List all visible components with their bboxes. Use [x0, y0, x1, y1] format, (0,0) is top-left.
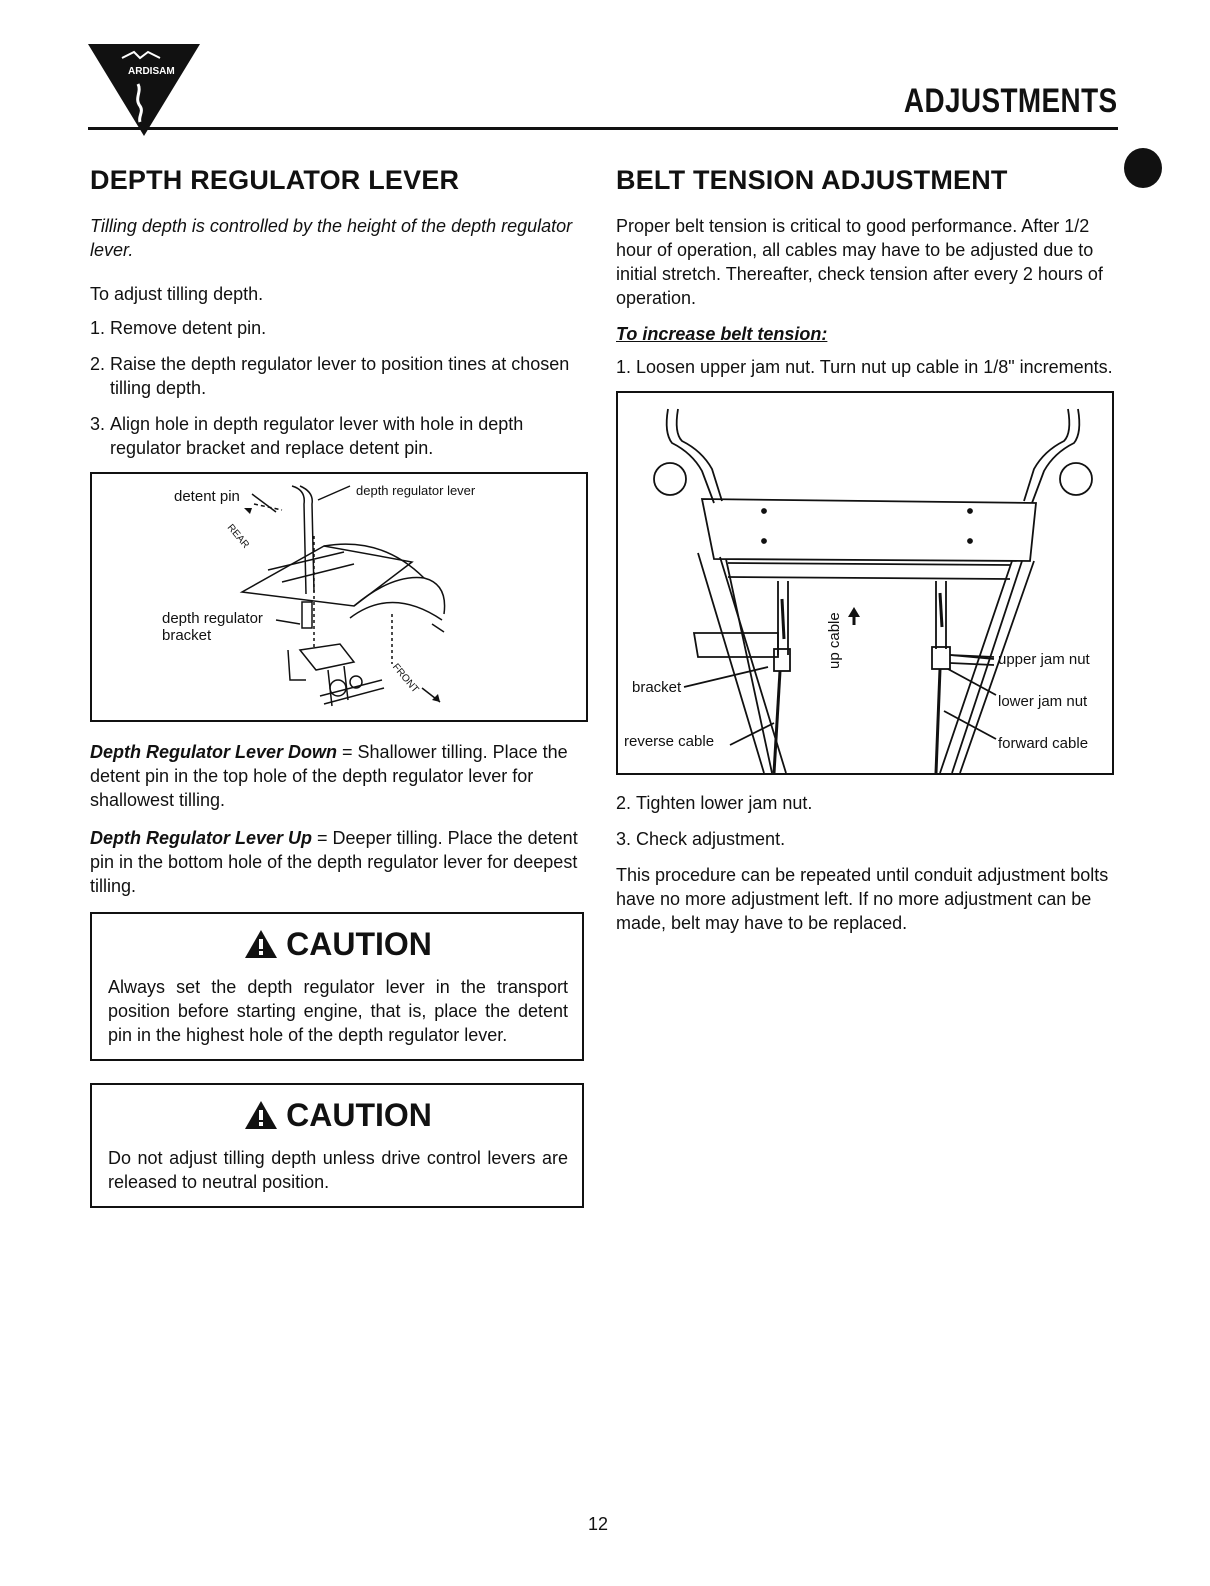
caution-box-neutral — [90, 1083, 584, 1208]
depth-step: 1. Remove detent pin. — [90, 318, 267, 338]
belt-step: 1. Loosen upper jam nut. Turn nut up cable in 1/8" increments. — [616, 357, 1113, 377]
page-title: ADJUSTMENTS — [904, 82, 1118, 120]
label-forward-cable: forward cable — [998, 735, 1089, 752]
label-upper-jam-nut: upper jam nut — [998, 651, 1090, 668]
page-number: 12 — [588, 1514, 609, 1534]
warning-icon — [244, 1100, 278, 1130]
belt-step-1 — [616, 355, 1121, 379]
belt-tension-figure — [616, 391, 1114, 775]
label-reverse-cable: reverse cable — [624, 733, 715, 750]
caution-text: Do not adjust tilling depth unless drive control levers are released to neutral position. — [108, 1148, 568, 1192]
left-column — [90, 165, 590, 1208]
depth-intro: Tilling depth is controlled by the height of the depth regulator lever. — [90, 216, 573, 260]
depth-lead: To adjust tilling depth. — [90, 284, 264, 304]
label-depth-regulator-lever: depth regulator lever — [356, 483, 476, 498]
belt-step: 2. Tighten lower jam nut. — [616, 793, 813, 813]
warning-icon — [244, 929, 278, 959]
caution-heading: CAUTION — [108, 1097, 568, 1134]
section-tab-marker — [1124, 148, 1162, 188]
label-depth-regulator-bracket: depth regulator bracket — [162, 610, 263, 644]
caution-text: Always set the depth regulator lever in the transport position before starting engine, that is, place the detent pin in the highest hole of the depth regulator lever. — [108, 977, 568, 1045]
logo-text: ARDISAM — [128, 66, 175, 77]
belt-step: 3. Check adjustment. — [616, 829, 786, 849]
ardisam-logo — [88, 44, 200, 136]
label-up-cable: up cable — [826, 612, 843, 669]
depth-step: 2. Raise the depth regulator lever to position tines at chosen tilling depth. — [90, 354, 570, 398]
depth-regulator-illustration — [92, 474, 586, 720]
caution-box-transport — [90, 912, 584, 1061]
depth-regulator-figure — [90, 472, 588, 722]
belt-steps — [616, 791, 1121, 851]
lever-down-paragraph: Depth Regulator Lever Down = Shallower tilling. Place the detent pin in the top hole of the depth regulator lever for shallowest tilling. — [90, 742, 568, 810]
belt-intro: Proper belt tension is critical to good performance. After 1/2 hour of operation, all cables may have to be adjusted due to initial stretch. Thereafter, check tension after every 2 hours of operation. — [616, 216, 1103, 308]
belt-tension-heading: BELT TENSION ADJUSTMENT — [616, 165, 1008, 195]
belt-outro: This procedure can be repeated until conduit adjustment bolts have no more adjustment left. If no more adjustment can be made, belt may have to be replaced. — [616, 865, 1109, 933]
label-bracket: bracket — [632, 679, 682, 696]
depth-steps — [90, 316, 590, 460]
header-rule — [88, 127, 1118, 130]
caution-heading: CAUTION — [108, 926, 568, 963]
belt-tension-illustration — [618, 393, 1112, 773]
lever-up-paragraph: Depth Regulator Lever Up = Deeper tilling. Place the detent pin in the bottom hole of the depth regulator lever for deepest tilling. — [90, 828, 578, 896]
label-detent-pin: detent pin — [174, 488, 240, 505]
label-front: FRONT — [389, 661, 421, 696]
depth-regulator-heading: DEPTH REGULATOR LEVER — [90, 165, 460, 195]
depth-step: 3. Align hole in depth regulator lever with hole in depth regulator bracket and replace detent pin. — [90, 414, 524, 458]
label-lower-jam-nut: lower jam nut — [998, 693, 1088, 710]
right-column — [616, 165, 1121, 949]
increase-tension-subhead: To increase belt tension: — [616, 324, 828, 344]
label-rear: REAR — [224, 522, 252, 551]
